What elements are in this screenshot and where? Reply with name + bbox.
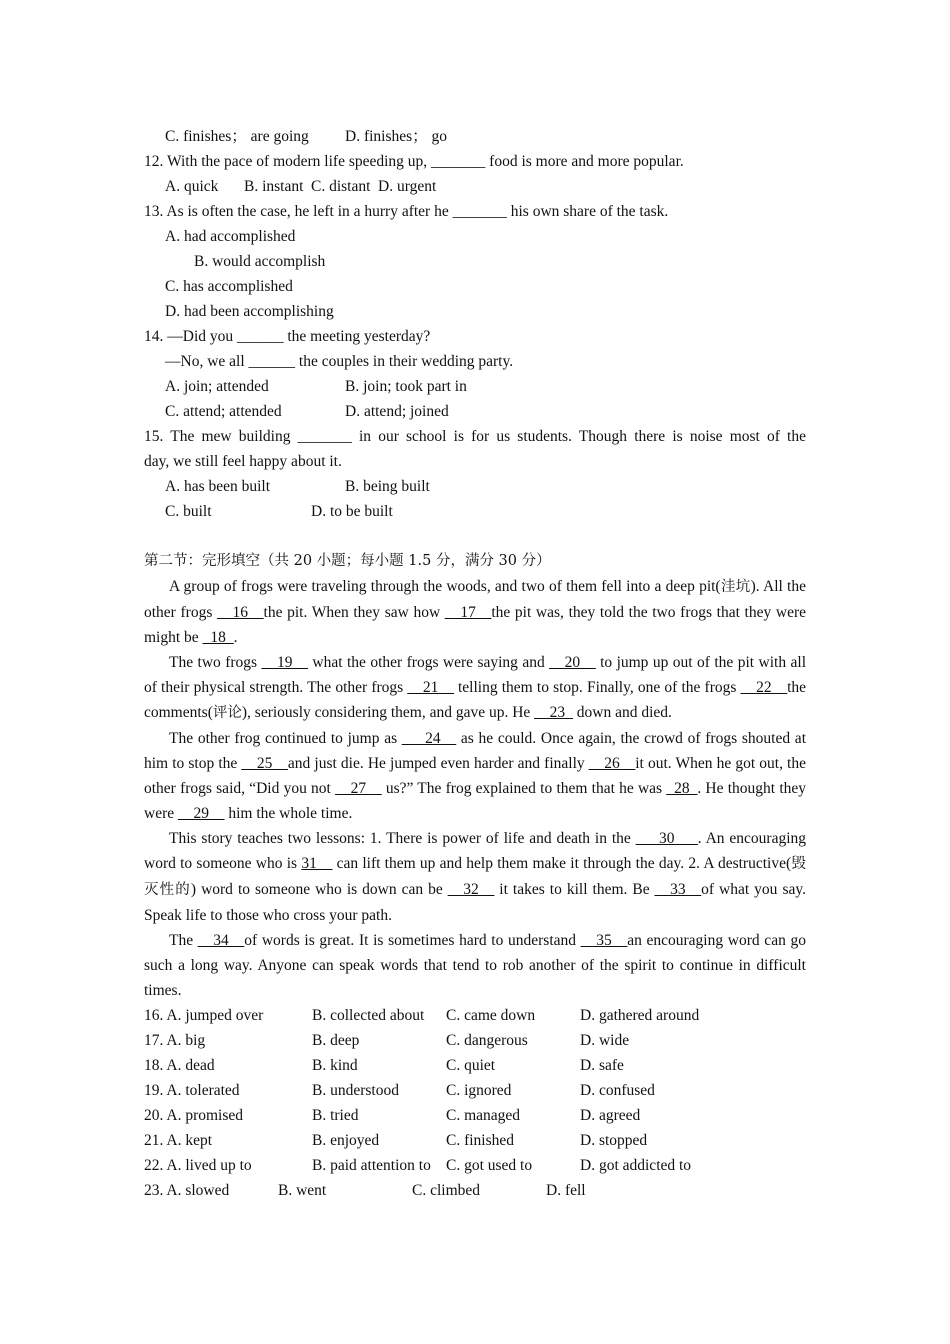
option-c: C. finished [446,1132,515,1149]
option-c: C. ignored [446,1082,512,1099]
option-c: C. got used to [446,1157,533,1174]
cloze-option-row [144,1178,806,1203]
q15-option-c: C. built [165,503,212,520]
passage-text: . He thought they were [144,780,807,822]
blank-number: __29__ [178,805,225,822]
cloze-option-row [144,1078,806,1103]
passage-text: what the other frogs were saying and [308,654,550,671]
blank-number: __34__ [197,932,245,949]
q15-options-cd [144,499,806,524]
passage-text: A group of frogs were traveling through the woods, and two of them fell into a deep pit( [169,578,721,595]
blank-number: ___30___ [635,830,698,847]
q14-option-c: C. attend; attended [165,403,282,420]
q14-options-cd [144,399,806,424]
q12-option-c: C. distant [311,178,371,195]
q13-option-c: C. has accomplished [165,278,293,295]
option-d: D. wide [580,1032,630,1049]
option-d: D. agreed [580,1107,641,1124]
option-c: C. managed [446,1107,521,1124]
passage-text: it out. When he got out, the other frogs said, “Did you not [144,755,806,797]
option-c: C. dangerous [446,1032,528,1049]
q13-option-b: B. would accomplish [194,253,326,270]
q14-option-b: B. join; took part in [345,378,467,395]
q11-options-cd [144,124,806,149]
passage-text: the comments( [144,679,806,721]
passage-text: of what you say. Speak life to those who cross your path. [144,881,806,924]
passage-text: of words is great. It is sometimes hard to understand [244,932,581,949]
blank-number: _28_ [666,780,698,797]
q15-option-d: D. to be built [311,503,393,520]
passage-text: an encouraging word can go such a long way. Anyone can speak words that tend to rob another of the spirit to continue in difficult times. [144,932,806,999]
q13-stem: 13. As is often the case, he left in a hurry after he _______ his own share of the task. [144,203,669,220]
chinese-gloss: 洼坑 [720,579,751,595]
passage-text: . An encouraging word to someone who is [144,830,807,872]
passage-text: The other frog continued to jump as [169,730,402,747]
passage-text: ). All the other frogs [144,578,806,621]
passage-text: ), seriously considering them, and gave up. He [241,704,535,721]
option-b: B. went [278,1182,327,1199]
passage-paragraph-2 [144,650,806,726]
blank-number: __23_ [534,704,573,721]
option-a: 21. A. kept [144,1132,213,1149]
blank-number: ___24__ [401,730,457,747]
blank-number: __22__ [740,679,788,696]
blank-number: __27__ [335,780,382,797]
blank-number: __17__ [444,604,492,621]
passage-text: telling them to stop. Finally, one of the frogs [453,679,741,696]
chinese-gloss: 评论 [212,705,242,721]
option-c: C. climbed [412,1182,481,1199]
option-a: 23. A. slowed [144,1182,230,1199]
cloze-option-row [144,1128,806,1153]
option-b: B. enjoyed [312,1132,380,1149]
passage-text: as he could. Once again, the crowd of frogs shouted at him to stop the [144,730,806,772]
exam-page [144,124,806,1203]
blank-number: __35__ [580,932,628,949]
q14-stem-reply: —No, we all ______ the couples in their wedding party. [165,353,514,370]
option-a: 19. A. tolerated [144,1082,240,1099]
q12-options [144,174,806,199]
option-c: C. quiet [446,1057,496,1074]
passage-paragraph-1 [144,574,806,650]
option-b: B. collected about [312,1007,425,1024]
blank-number: __33__ [654,881,702,898]
q12-option-a: A. quick [165,178,219,195]
passage-text: the pit was, they told the two frogs that they were might be [144,604,807,646]
option-a: 17. A. big [144,1032,206,1049]
cloze-option-row [144,1103,806,1128]
blank-number: __16__ [217,604,264,621]
q15-stem-cont: day, we still feel happy about it. [144,453,342,470]
blank-number: 31__ [301,855,333,872]
chinese-gloss: 毁灭性的 [144,856,807,898]
passage-paragraph-4 [144,826,806,928]
blank-number: __19__ [261,654,308,671]
q15-option-b: B. being built [345,478,430,495]
blank-number: __21__ [407,679,454,696]
passage-paragraph-5 [144,928,806,1003]
q14-stem: 14. —Did you ______ the meeting yesterday? [144,328,431,345]
option-a: 22. A. lived up to [144,1157,252,1174]
option-a: 20. A. promised [144,1107,244,1124]
cloze-option-row [144,1028,806,1053]
passage-text: The two frogs [169,654,262,671]
option-b: B. understood [312,1082,399,1099]
option-b: B. tried [312,1107,359,1124]
passage-text: to jump up out of the pit with all of their physical strength. The other frogs [144,654,806,696]
passage-text: it takes to kill them. Be [494,881,655,898]
option-a: 18. A. dead [144,1057,215,1074]
q12-stem: 12. With the pace of modern life speeding up, _______ food is more and more popular. [144,153,684,170]
option-b: B. deep [312,1032,360,1049]
cloze-option-row [144,1053,806,1078]
passage-text: The [169,932,198,949]
passage-text: This story teaches two lessons: 1. There is power of life and death in the [169,830,636,847]
option-c: C. came down [446,1007,536,1024]
blank-number: _18_ [202,629,234,646]
q11-option-c: C. finishes； are going [165,128,309,145]
section-2-title: 第二节：完形填空（共 20 小题；每小题 1.5 分，满分 30 分） [144,553,551,569]
q13-option-d: D. had been accomplishing [165,303,334,320]
blank-number: __32__ [447,881,495,898]
option-d: D. confused [580,1082,655,1099]
q14-options-ab [144,374,806,399]
passage-text: ) word to someone who is down can be [190,881,448,898]
passage-text: can lift them up and help them make it through the day. 2. A destructive( [332,855,792,872]
option-d: D. safe [580,1057,624,1074]
passage-text: us?” The frog explained to them that he was [381,780,667,797]
passage-text: and just die. He jumped even harder and finally [287,755,589,772]
cloze-option-row [144,1003,806,1028]
blank-number: __20__ [549,654,596,671]
q11-option-d: D. finishes； go [345,128,448,145]
q12-option-b: B. instant [244,178,304,195]
passage-text: the pit. When they saw how [263,604,445,621]
option-d: D. gathered around [580,1007,700,1024]
q14-option-a: A. join; attended [165,378,269,395]
passage-text: down and died. [572,704,672,721]
q14-option-d: D. attend; joined [345,403,449,420]
option-d: D. got addicted to [580,1157,692,1174]
option-d: D. stopped [580,1132,648,1149]
q12-option-d: D. urgent [378,178,437,195]
cloze-option-row [144,1153,806,1178]
q15-stem: 15. The mew building _______ in our school is for us students. Though there is noise most of the [144,428,806,445]
q15-option-a: A. has been built [165,478,271,495]
cloze-options-list [144,1003,806,1203]
option-a: 16. A. jumped over [144,1007,264,1024]
passage-text: him the whole time. [224,805,353,822]
blank-number: __26__ [588,755,636,772]
option-b: B. kind [312,1057,358,1074]
passage-paragraph-3 [144,726,806,826]
q15-options-ab [144,474,806,499]
passage-text: . [233,629,238,646]
option-b: B. paid attention to [312,1157,431,1174]
blank-number: __25__ [241,755,288,772]
q13-option-a: A. had accomplished [165,228,296,245]
option-d: D. fell [546,1182,586,1199]
